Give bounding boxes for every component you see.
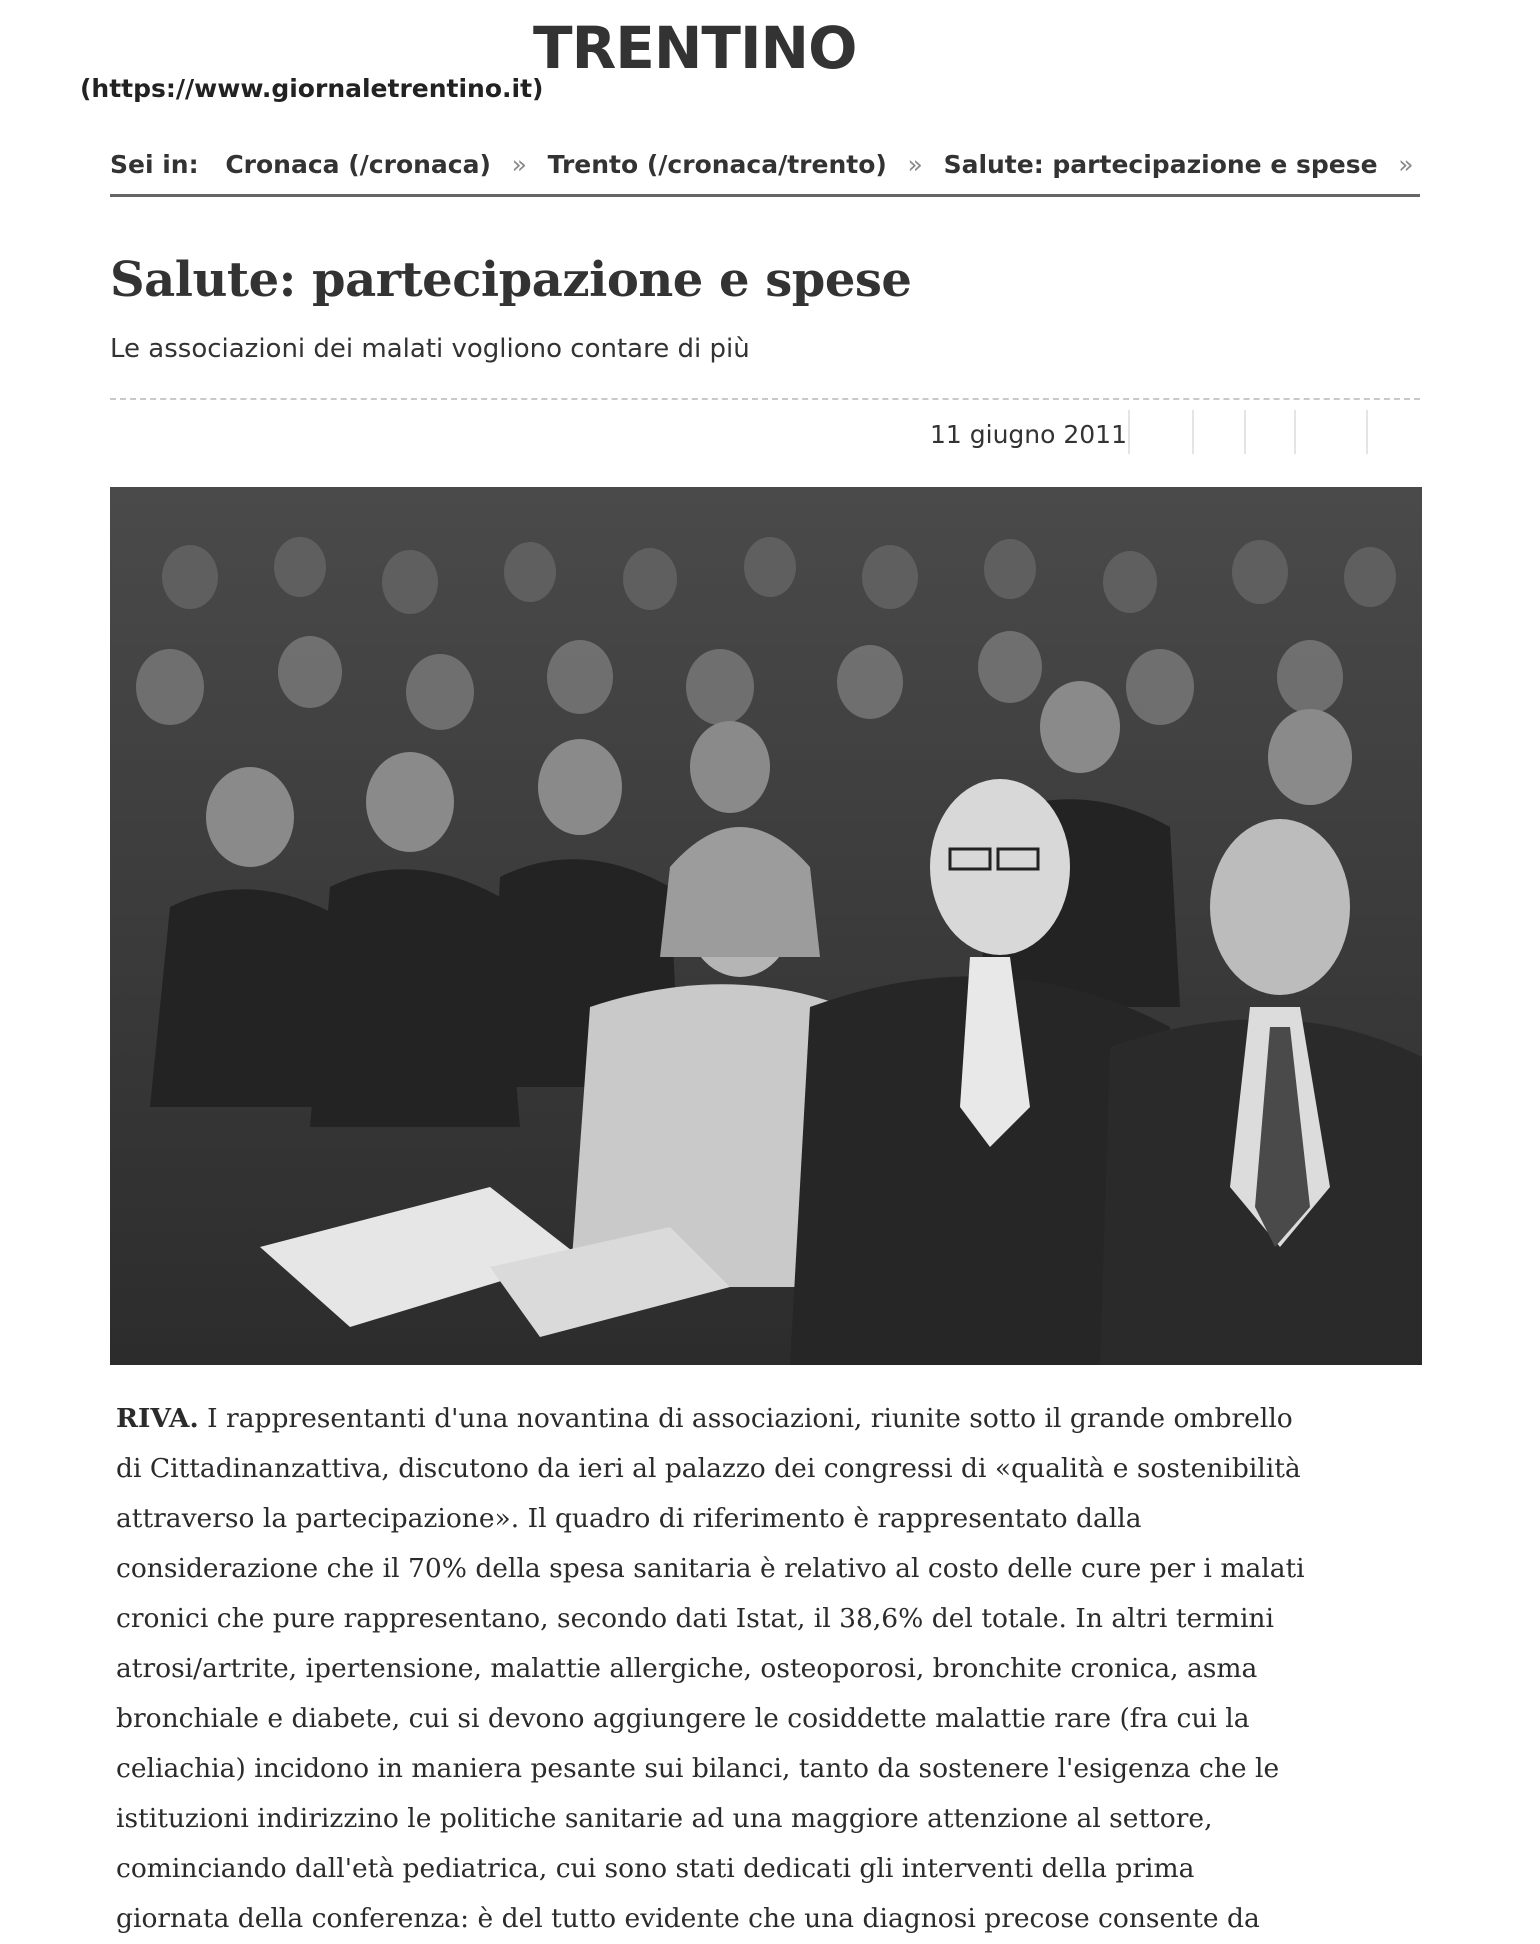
share-divider <box>1244 410 1246 454</box>
breadcrumb <box>110 150 1420 179</box>
source-url: (https://www.giornaletrentino.it) <box>80 74 544 103</box>
body-line: di Cittadinanzattiva, discutono da ieri al palazzo dei congressi di «qualità e sostenibilità <box>116 1453 1301 1484</box>
share-divider <box>1294 410 1296 454</box>
article-subtitle: Le associazioni dei malati vogliono contare di più <box>110 334 750 364</box>
breadcrumb-item-trento[interactable]: Trento (/cronaca/trento) <box>547 150 887 179</box>
article-lead: RIVA. <box>116 1403 199 1434</box>
newspaper-masthead: TRENTINO <box>533 14 857 82</box>
share-divider <box>1192 410 1194 454</box>
breadcrumb-separator: » <box>511 150 527 179</box>
article-body <box>116 1394 1426 1944</box>
share-divider <box>1366 410 1368 454</box>
body-line: giornata della conferenza: è del tutto evidente che una diagnosi precose consente da <box>116 1903 1260 1934</box>
body-line: atrosi/artrite, ipertensione, malattie allergiche, osteoporosi, bronchite cronica, asma <box>116 1653 1258 1684</box>
breadcrumb-separator: » <box>1398 150 1414 179</box>
breadcrumb-item-current: Salute: partecipazione e spese <box>943 150 1378 179</box>
body-line: considerazione che il 70% della spesa sanitaria è relativo al costo delle cure per i malati <box>116 1553 1305 1584</box>
body-line: cronici che pure rappresentano, secondo dati Istat, il 38,6% del totale. In altri termini <box>116 1603 1274 1634</box>
body-line: cominciando dall'età pediatrica, cui sono stati dedicati gli interventi della prima <box>116 1853 1195 1884</box>
breadcrumb-prefix: Sei in: <box>110 150 199 179</box>
article-date: 11 giugno 2011 <box>930 420 1127 449</box>
audience-photo-illustration <box>110 487 1422 1365</box>
body-line: bronchiale e diabete, cui si devono aggiungere le cosiddette malattie rare (fra cui la <box>116 1703 1250 1734</box>
breadcrumb-divider <box>110 194 1420 197</box>
share-divider <box>1128 410 1130 454</box>
body-line: attraverso la partecipazione». Il quadro di riferimento è rappresentato dalla <box>116 1503 1142 1534</box>
article-headline: Salute: partecipazione e spese <box>110 252 912 308</box>
header-divider <box>110 398 1420 400</box>
body-line <box>116 1394 1426 1444</box>
body-line: celiachia) incidono in maniera pesante sui bilanci, tanto da sostenere l'esigenza che le <box>116 1753 1280 1784</box>
body-line-text: I rappresentanti d'una novantina di associazioni, riunite sotto il grande ombrello <box>198 1403 1293 1434</box>
breadcrumb-item-cronaca[interactable]: Cronaca (/cronaca) <box>225 150 491 179</box>
article-photo <box>110 487 1422 1365</box>
breadcrumb-separator: » <box>907 150 923 179</box>
body-line: istituzioni indirizzino le politiche sanitarie ad una maggiore attenzione al settore, <box>116 1803 1213 1834</box>
